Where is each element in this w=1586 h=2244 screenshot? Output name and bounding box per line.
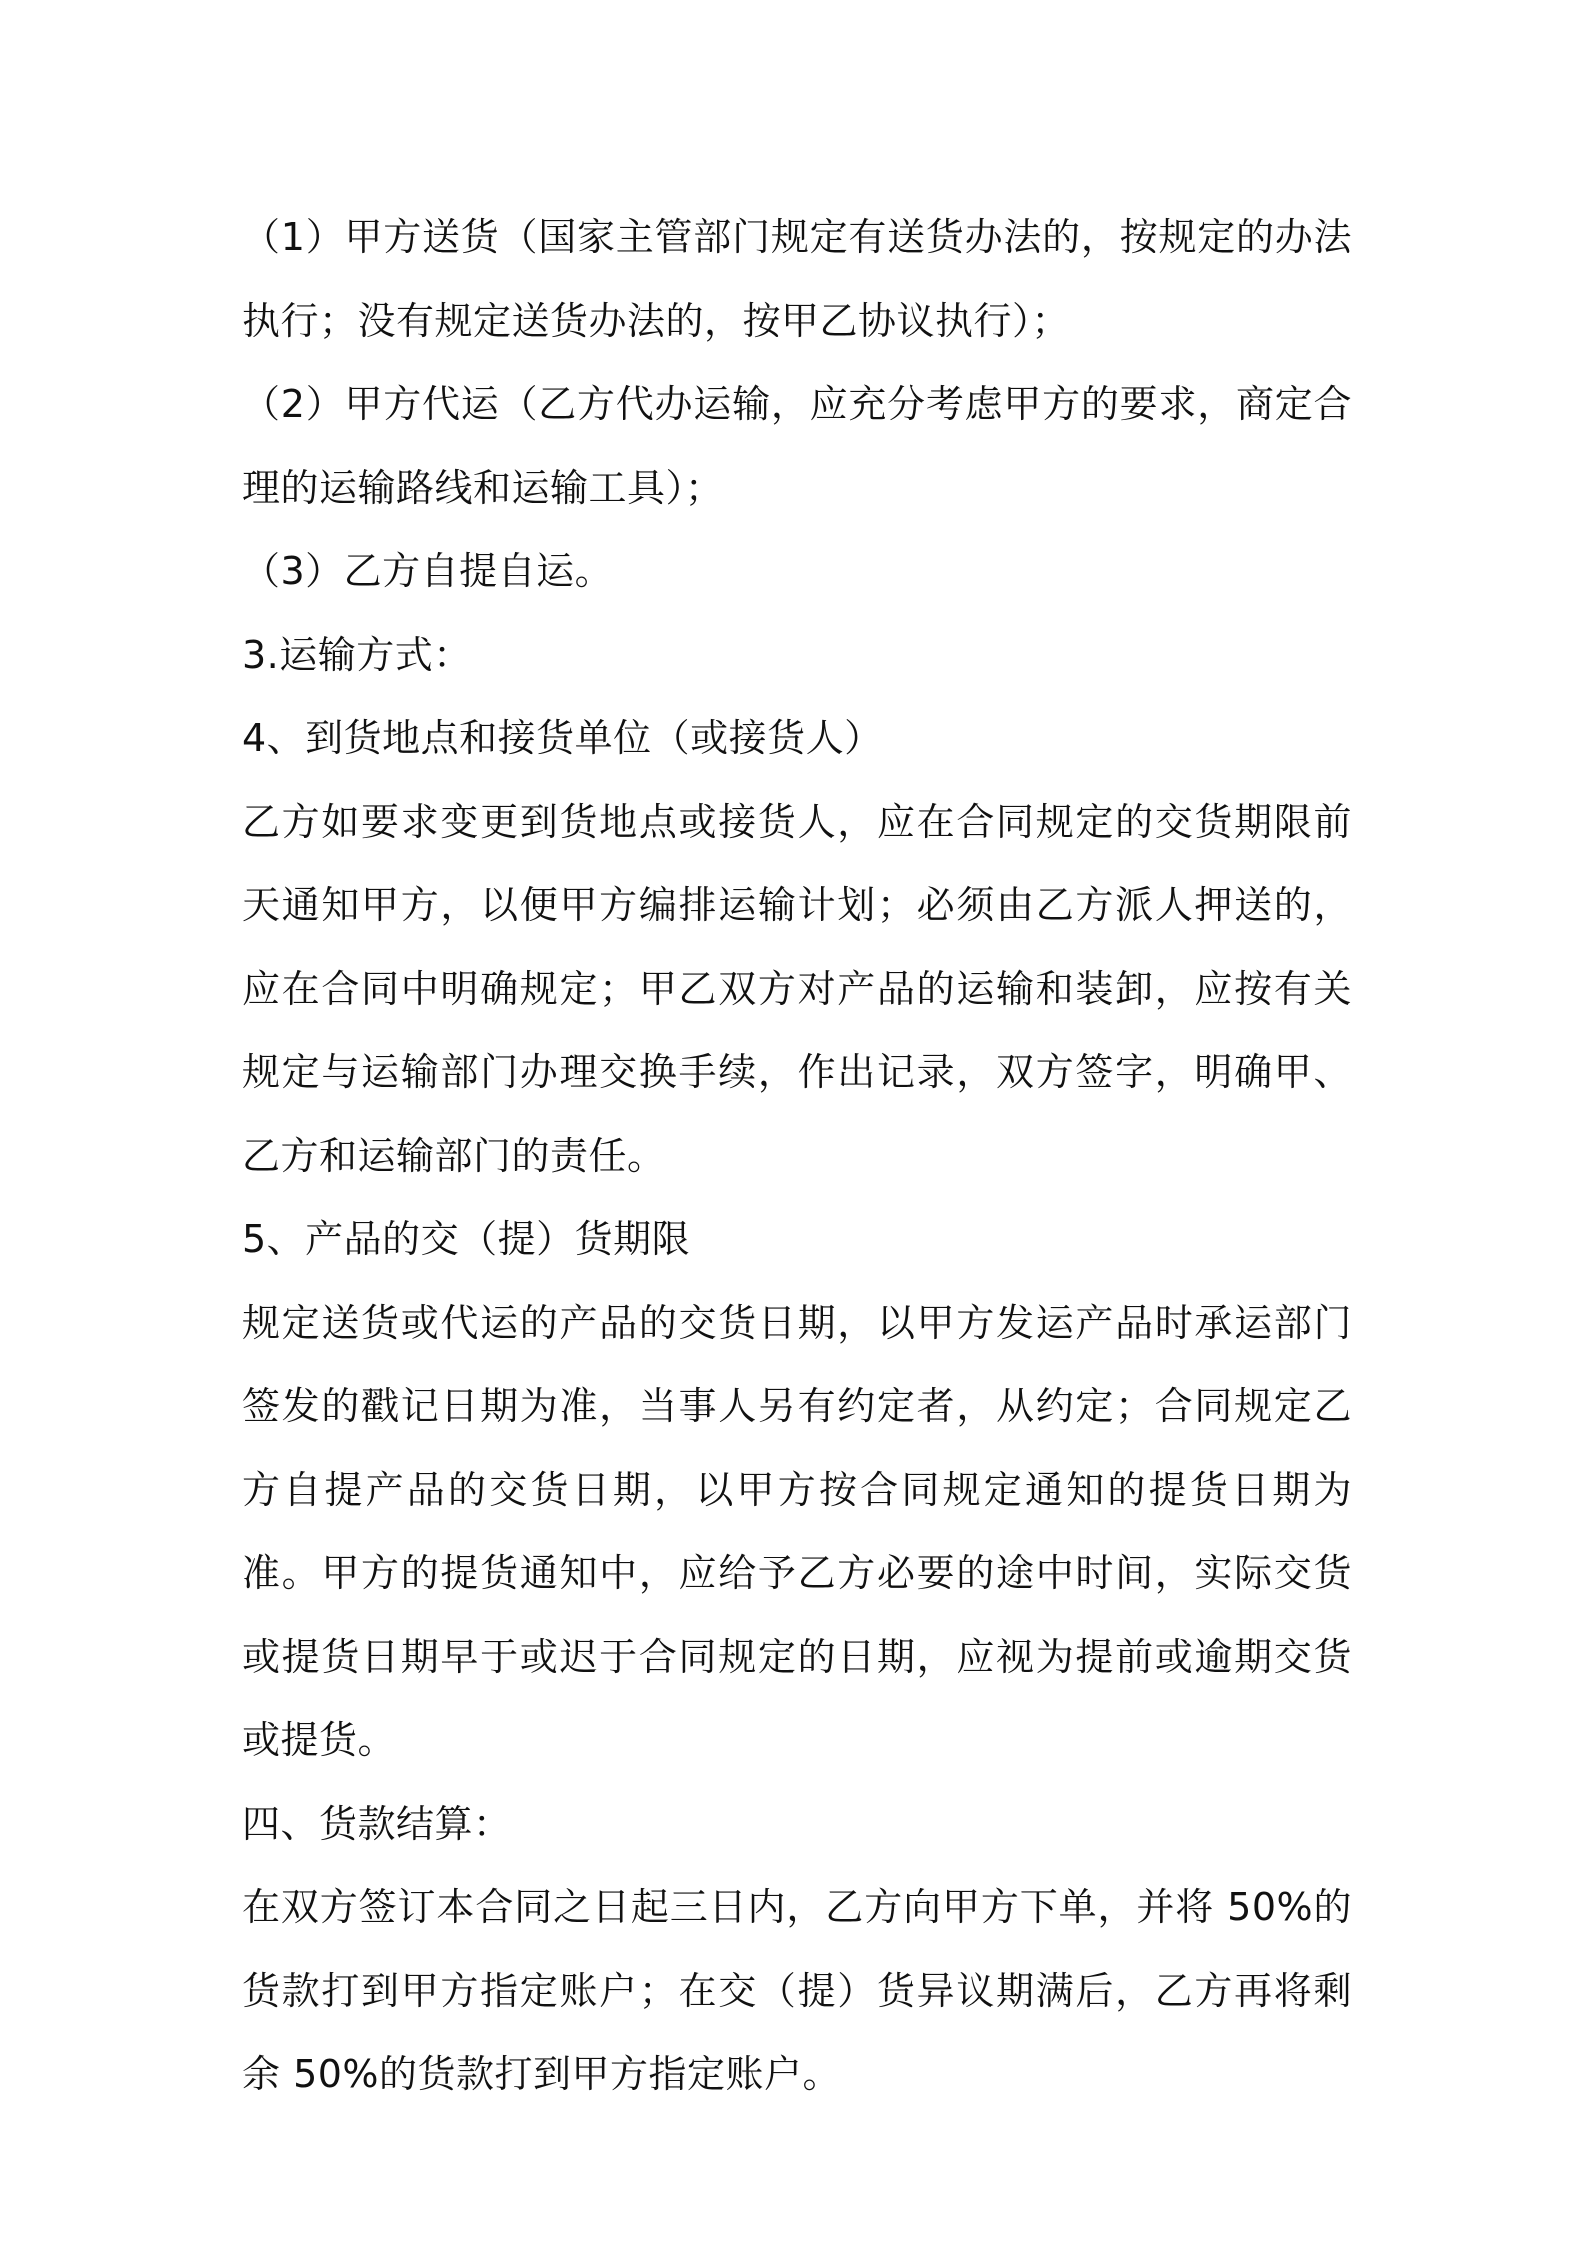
paragraph-payment-settlement: 在双方签订本合同之日起三日内，乙方向甲方下单，并将 50%的货款打到甲方指定账户；在交（提）货异议期满后，乙方再将剩余 50%的货款打到甲方指定账户。 <box>242 1885 1352 2096</box>
heading-delivery-location: 4、到货地点和接货单位（或接货人） <box>242 716 883 760</box>
document-body <box>242 196 1352 2117</box>
paragraph-delivery-option-2: （2）甲方代运（乙方代办运输，应充分考虑甲方的要求，商定合理的运输路线和运输工具）； <box>242 382 1352 510</box>
paragraph-delivery-option-1: （1）甲方送货（国家主管部门规定有送货办法的，按规定的办法执行；没有规定送货办法的，按甲乙协议执行）； <box>242 215 1352 343</box>
heading-transport-method: 3.运输方式： <box>242 632 472 677</box>
paragraph-delivery-option-3: （3）乙方自提自运。 <box>242 549 614 593</box>
heading-delivery-deadline: 5、产品的交（提）货期限 <box>242 1217 691 1261</box>
paragraph-delivery-location: 乙方如要求变更到货地点或接货人，应在合同规定的交货期限前天通知甲方，以便甲方编排运输计划；必须由乙方派人押送的，应在合同中明确规定；甲乙双方对产品的运输和装卸，应按有关规定与运输部门办理交换手续，作出记录，双方签字，明确甲、乙方和运输部门的责任。 <box>242 799 1352 1178</box>
heading-payment-settlement: 四、货款结算： <box>242 1801 512 1846</box>
paragraph-delivery-deadline: 规定送货或代运的产品的交货日期，以甲方发运产品时承运部门签发的戳记日期为准，当事人另有约定者，从约定；合同规定乙方自提产品的交货日期，以甲方按合同规定通知的提货日期为准。甲方的提货通知中，应给予乙方必要的途中时间，实际交货或提货日期早于或迟于合同规定的日期，应视为提前或逾期交货或提货。 <box>242 1300 1352 1762</box>
